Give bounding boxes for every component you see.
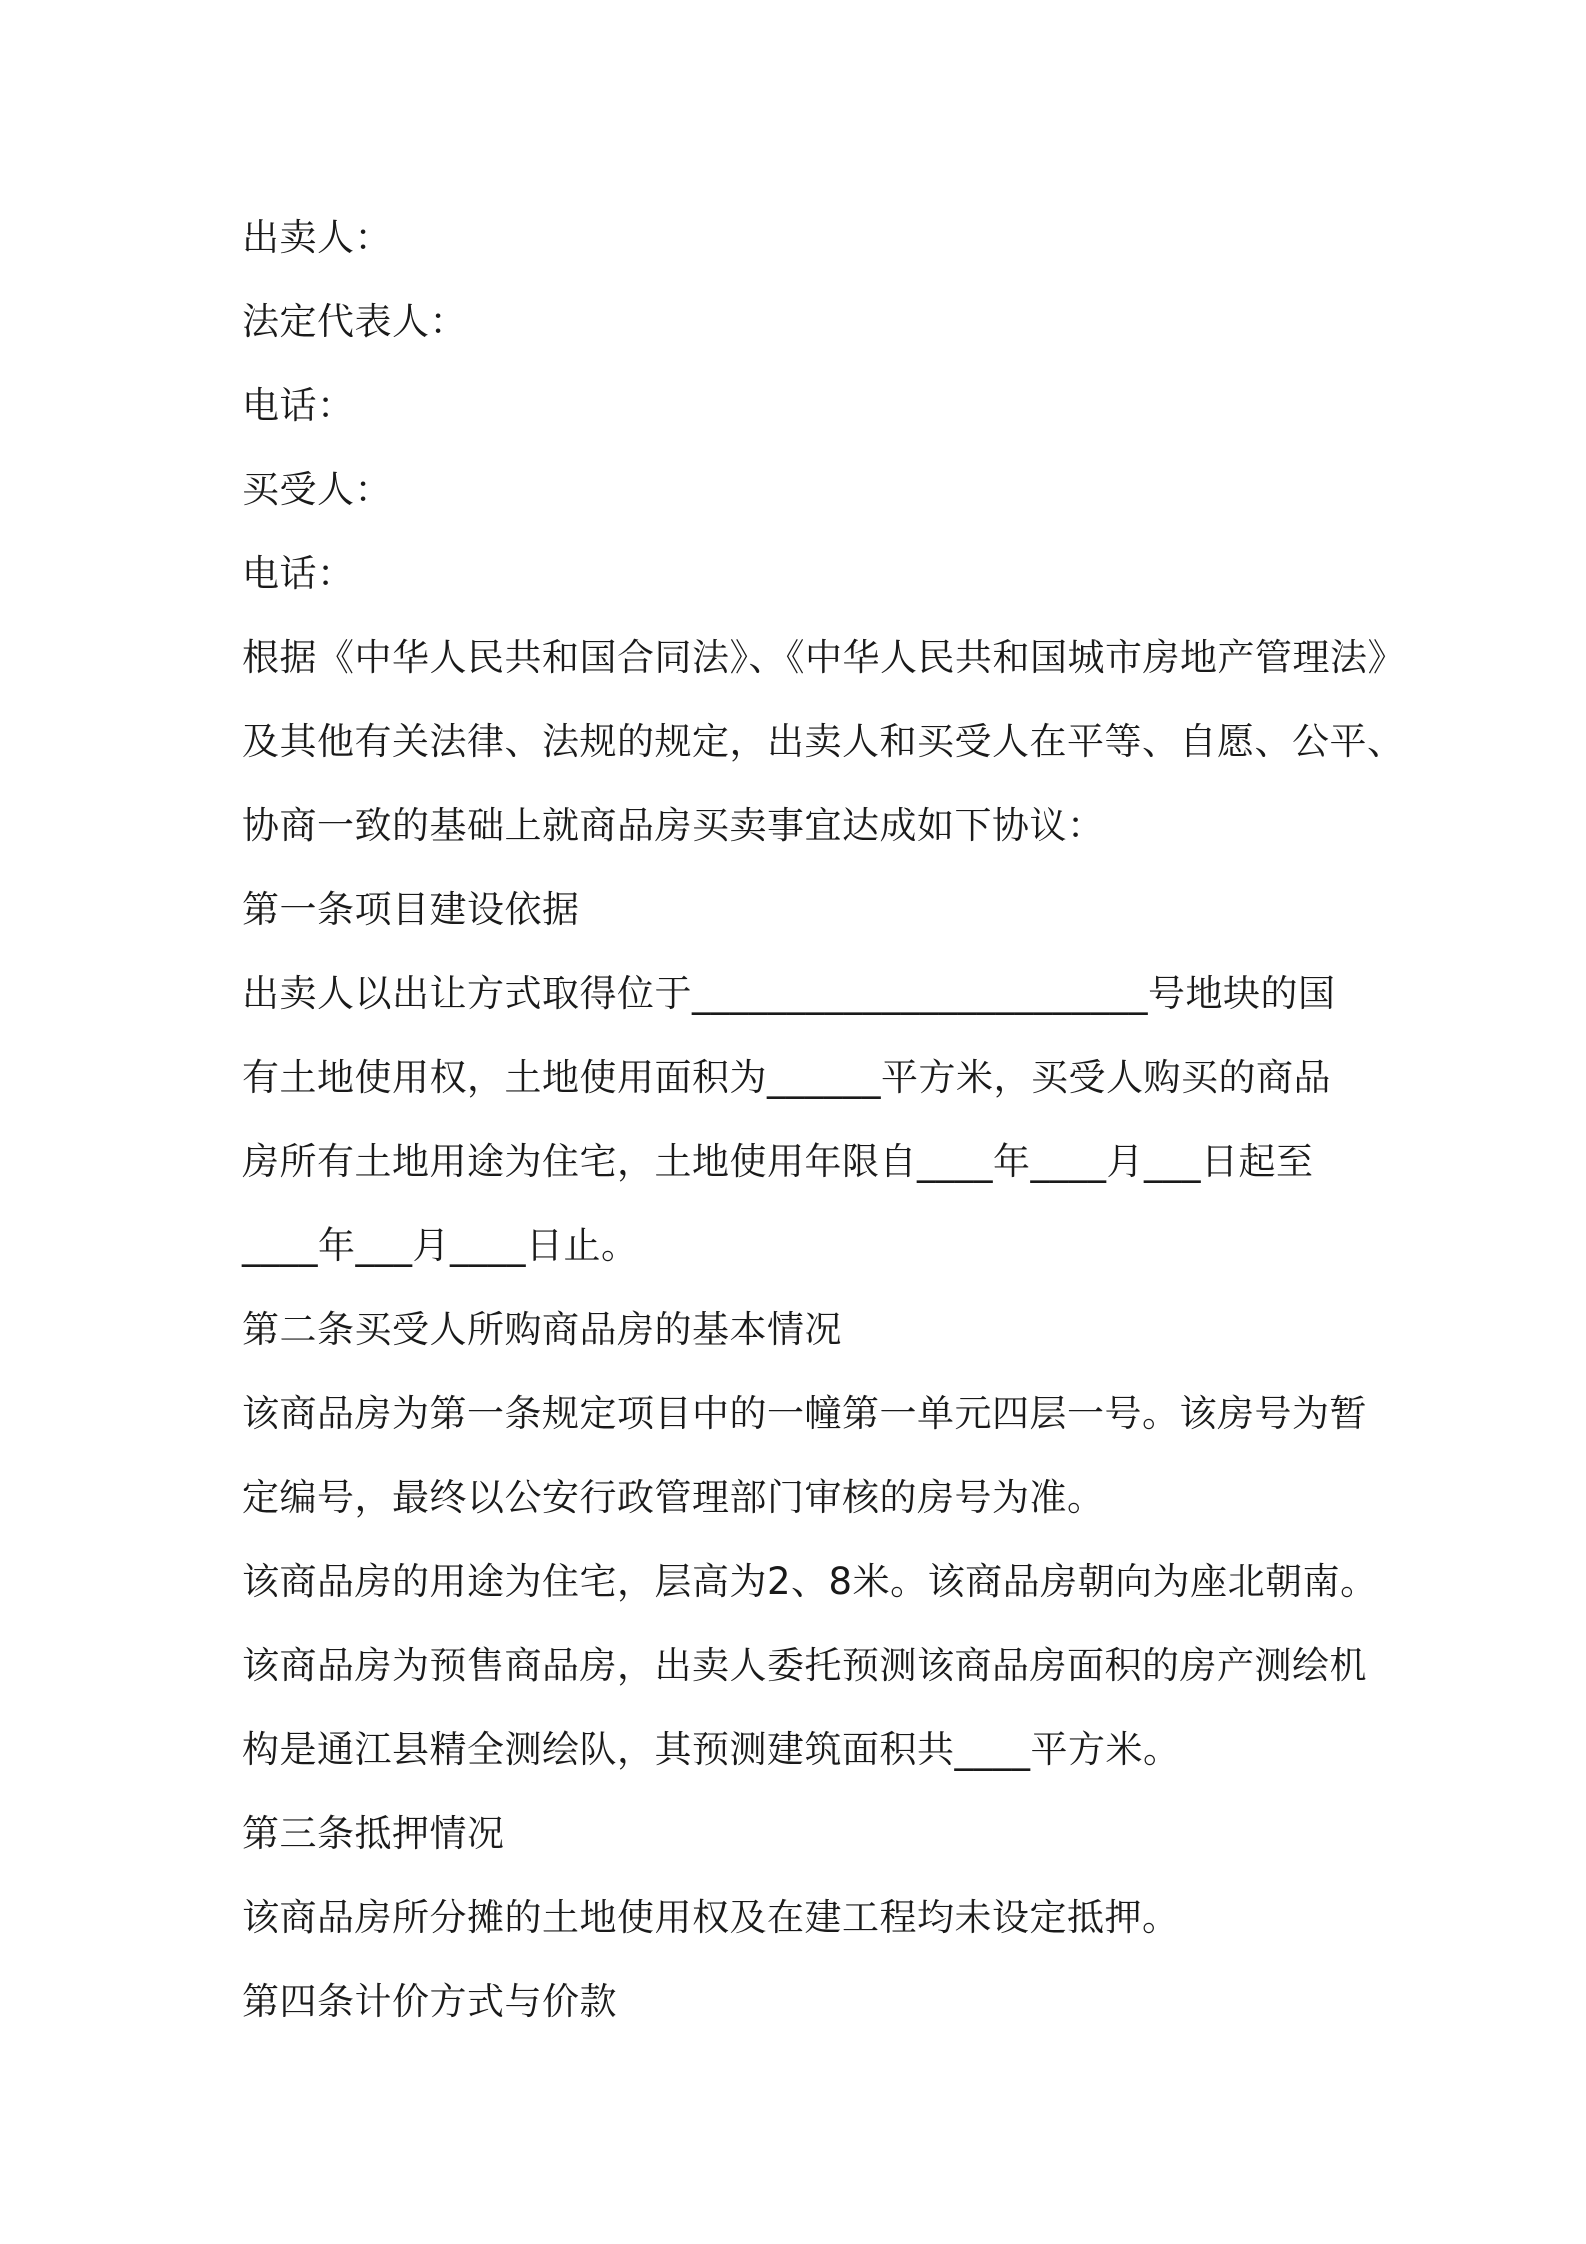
legal-representative-line: 法定代表人：	[242, 300, 467, 343]
buyer-phone-line: 电话：	[242, 552, 355, 595]
preamble-line-1: 根据《中华人民共和国合同法》、《中华人民共和国城市房地产管理法》	[242, 636, 1405, 679]
article-2-text-4: 该商品房为预售商品房，出卖人委托预测该商品房面积的房产测绘机	[242, 1644, 1367, 1687]
article-1-text-3: 房所有土地用途为住宅，土地使用年限自____年____月___日起至	[242, 1140, 1314, 1183]
article-3-text-1: 该商品房所分摊的土地使用权及在建工程均未设定抵押。	[242, 1896, 1180, 1939]
document-body	[242, 196, 1405, 2044]
article-1-heading: 第一条项目建设依据	[242, 888, 580, 931]
article-2-text-5: 构是通江县精全测绘队，其预测建筑面积共____平方米。	[242, 1728, 1181, 1771]
seller-phone-line: 电话：	[242, 384, 355, 427]
article-4-heading: 第四条计价方式与价款	[242, 1980, 617, 2023]
article-2-text-3: 该商品房的用途为住宅，层高为2、8米。该商品房朝向为座北朝南。	[242, 1560, 1378, 1603]
seller-line: 出卖人：	[242, 216, 392, 259]
article-1-text-1: 出卖人以出让方式取得位于________________________号地块的国	[242, 972, 1336, 1015]
article-2-text-2: 定编号，最终以公安行政管理部门审核的房号为准。	[242, 1476, 1105, 1519]
article-1-text-2: 有土地使用权，土地使用面积为______平方米，买受人购买的商品	[242, 1056, 1331, 1099]
article-2-text-1: 该商品房为第一条规定项目中的一幢第一单元四层一号。该房号为暂	[242, 1392, 1367, 1435]
article-2-heading: 第二条买受人所购商品房的基本情况	[242, 1308, 842, 1351]
article-1-text-4: ____年___月____日止。	[242, 1224, 639, 1267]
article-3-heading: 第三条抵押情况	[242, 1812, 505, 1855]
preamble-line-2: 及其他有关法律、法规的规定，出卖人和买受人在平等、自愿、公平、	[242, 720, 1405, 763]
buyer-line: 买受人：	[242, 468, 392, 511]
preamble-line-3: 协商一致的基础上就商品房买卖事宜达成如下协议：	[242, 804, 1105, 847]
